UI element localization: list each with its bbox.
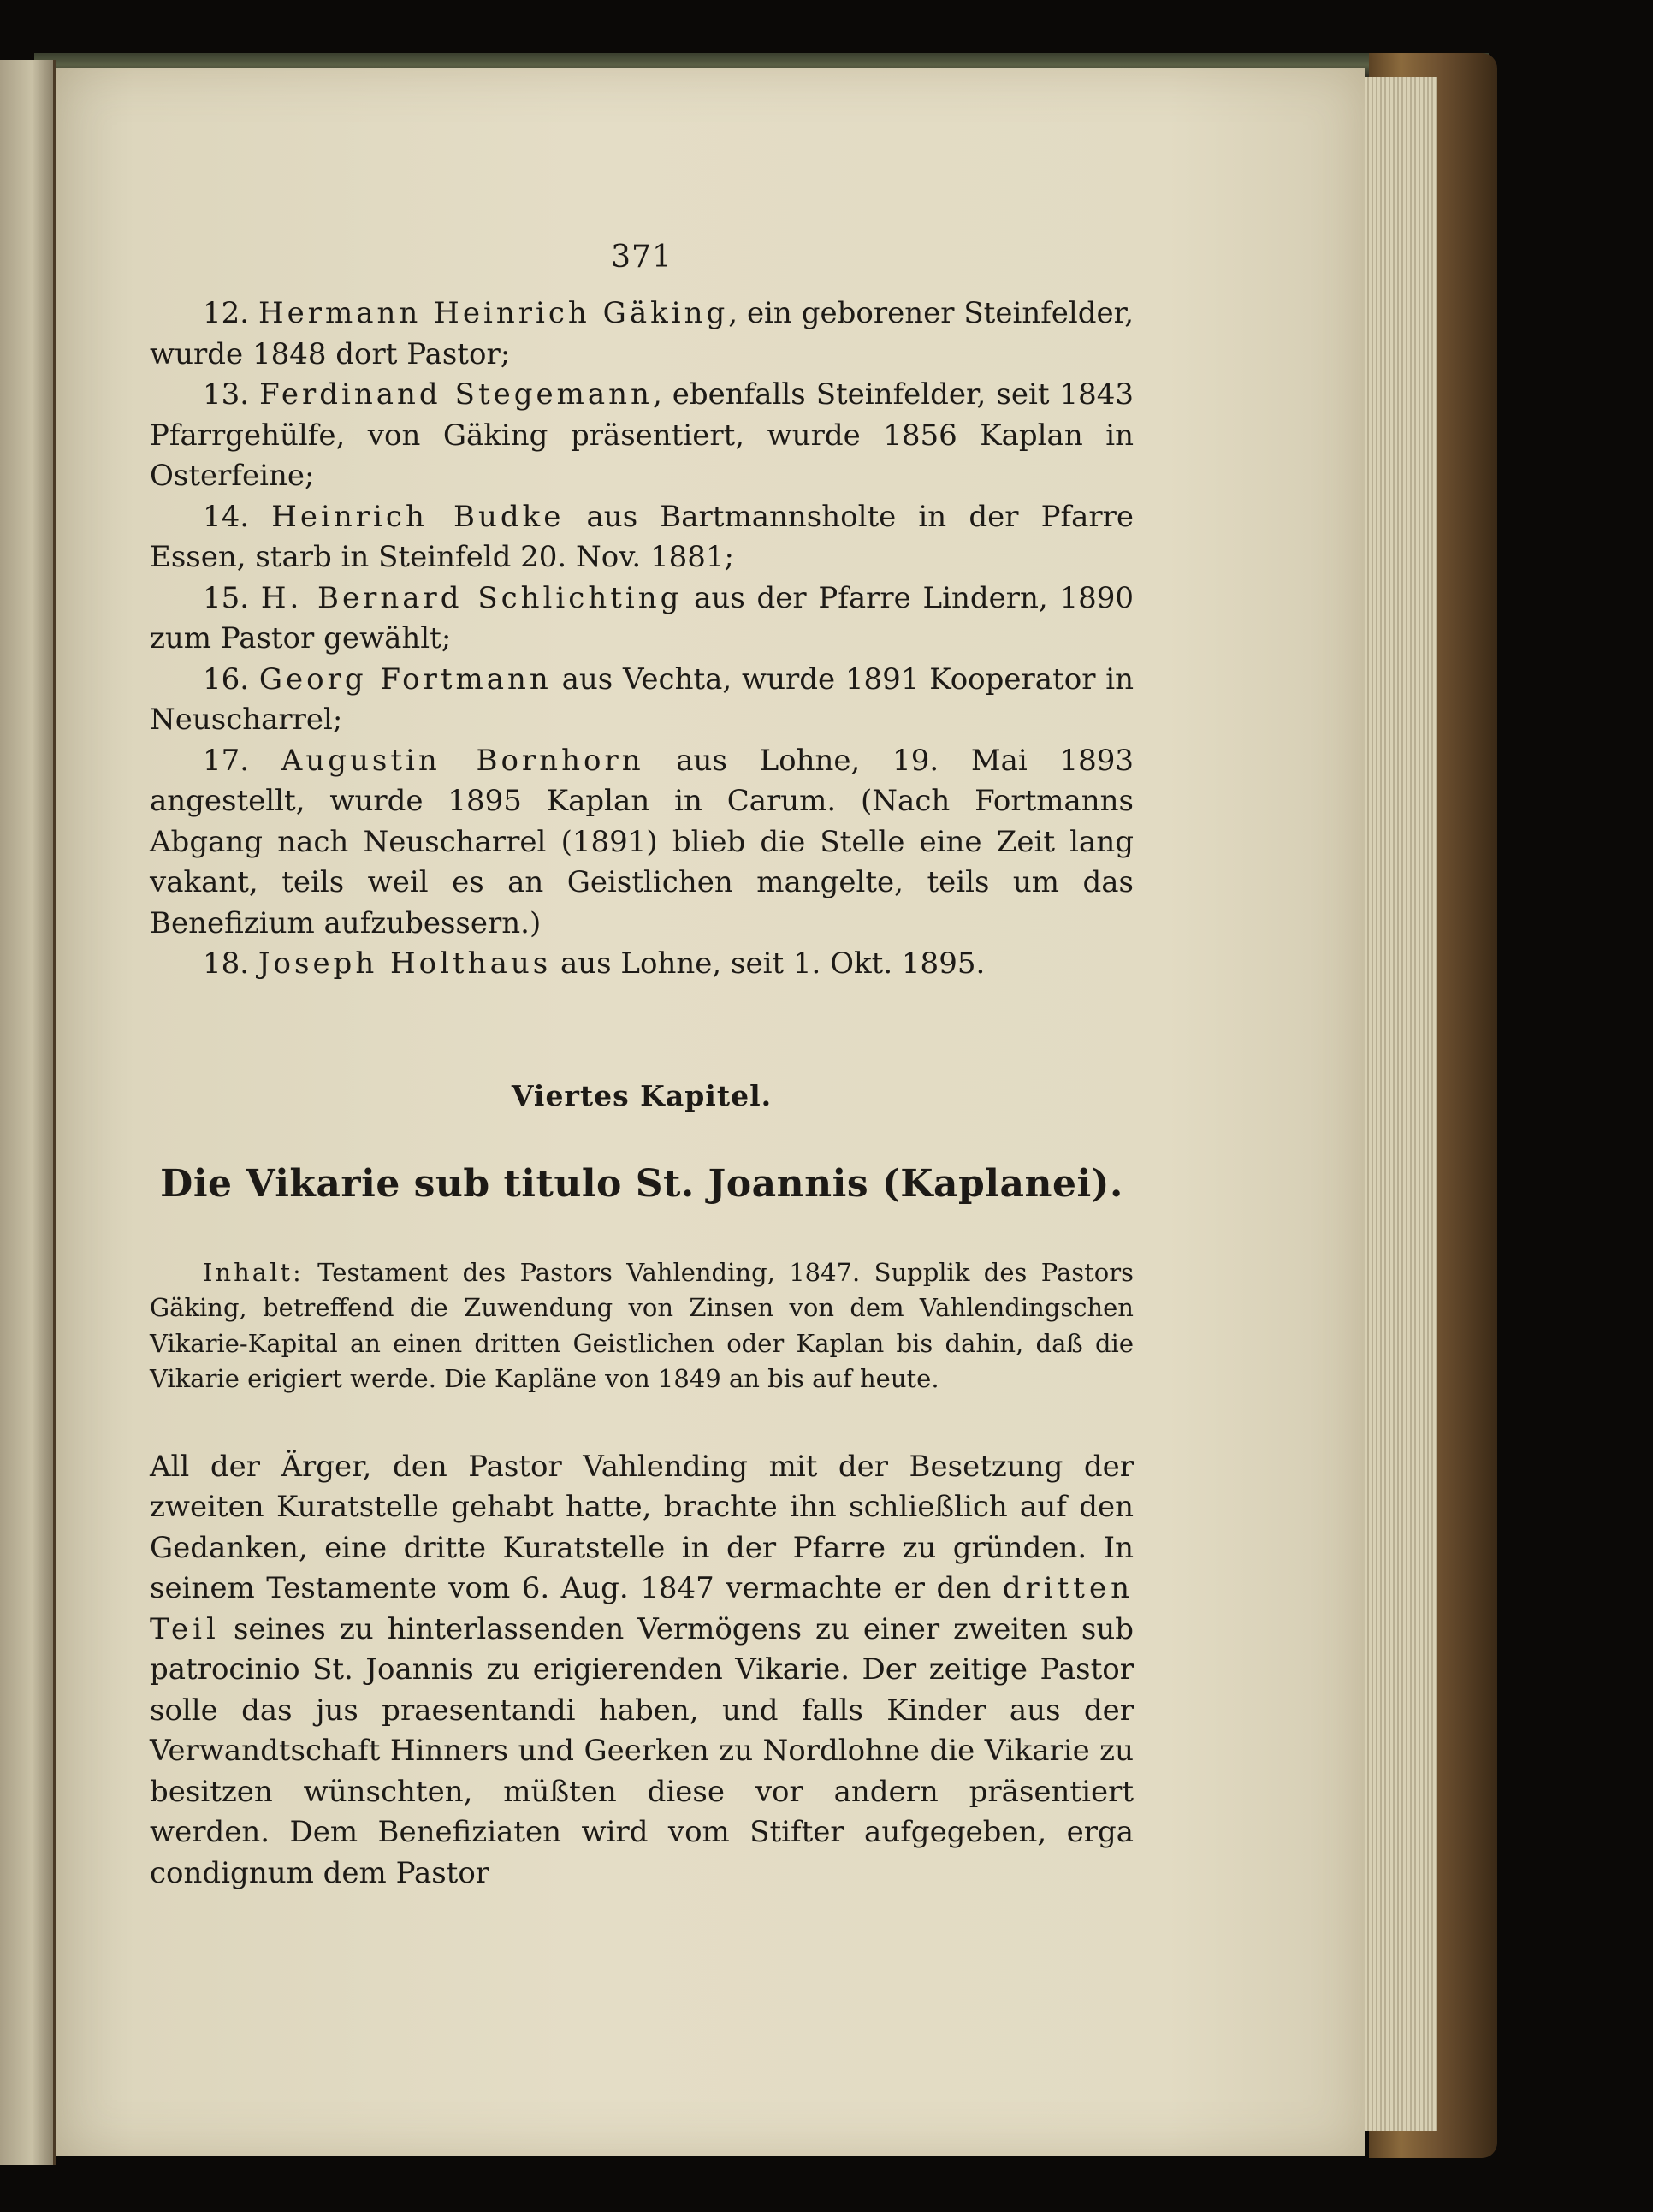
left-page-edge bbox=[0, 60, 56, 2165]
list-item bbox=[150, 375, 1134, 497]
entry-number: 14. bbox=[203, 499, 250, 534]
chapter-label: Viertes Kapitel. bbox=[511, 1078, 773, 1112]
entry-name: Georg Fortmann bbox=[258, 661, 552, 697]
entry-text: , ein geborener Steinfelder, wurde 1848 dort Pastor; bbox=[150, 296, 1135, 371]
entry-name: Joseph Holthaus bbox=[258, 946, 552, 981]
body-text-part-2: seines zu hinterlassenden Vermögens zu einer zweiten sub patrocinio St. Joannis zu erigierenden Vikarie. Der zeitige Pastor solle das jus praesentandi haben, und falls Kinder aus der Verwandtschaft Hinners und Geerken zu Nordlohne die Vikarie zu besitzen wünschten, müßten diese vor andern präsentiert werden. Dem Benefiziaten wird vom Stifter aufgegeben, erga condignum dem Pastor bbox=[150, 1611, 1134, 1890]
page-block-edges bbox=[1356, 77, 1437, 2131]
entry-name: Heinrich Budke bbox=[271, 499, 565, 534]
entry-text: aus Vechta, wurde 1891 Kooperator in Neuscharrel; bbox=[150, 661, 1134, 737]
body-text-spaced: dritten Teil bbox=[150, 1571, 1134, 1646]
entry-name: H. Bernard Schlichting bbox=[260, 580, 683, 615]
entry-name: Augustin Bornhorn bbox=[281, 743, 644, 778]
list-item bbox=[150, 660, 1134, 741]
page-number: 371 bbox=[611, 240, 672, 275]
list-item bbox=[150, 944, 1134, 985]
entry-text: aus der Pfarre Lindern, 1890 zum Pastor gewählt; bbox=[150, 580, 1134, 655]
list-item bbox=[150, 497, 1134, 578]
entry-number: 18. bbox=[203, 946, 250, 981]
entry-number: 17. bbox=[203, 743, 250, 778]
entry-text: , ebenfalls Steinfelder, seit 1843 Pfarrgehülfe, von Gäking präsentiert, wurde 1856 Kaplan in Osterfeine; bbox=[150, 377, 1135, 493]
list-item bbox=[150, 294, 1134, 375]
chapter-title: Die Vikarie sub titulo St. Joannis (Kaplanei). bbox=[160, 1161, 1123, 1206]
summary-lead: Inhalt: bbox=[203, 1257, 304, 1287]
summary-text: Testament des Pastors Vahlending, 1847. Supplik des Pastors Gäking, betreffend die Zuwendung von Zinsen von dem Vahlendingschen Vikarie-Kapital an einen dritten Geistlichen oder Kaplan bis dahin, daß die Vikarie erigiert werde. Die Kapläne von 1849 an bis auf heute. bbox=[150, 1257, 1134, 1393]
entry-text: aus Bartmannsholte in der Pfarre Essen, starb in Steinfeld 20. Nov. 1881; bbox=[150, 499, 1134, 574]
book-page bbox=[56, 68, 1365, 2156]
list-item bbox=[150, 578, 1134, 660]
entry-number: 12. bbox=[203, 296, 250, 330]
body-paragraph bbox=[150, 1447, 1134, 1895]
list-item bbox=[150, 741, 1134, 945]
entry-name: Hermann Heinrich Gäking bbox=[258, 296, 729, 330]
entry-text: aus Lohne, seit 1. Okt. 1895. bbox=[551, 946, 986, 981]
entry-text: aus Lohne, 19. Mai 1893 angestellt, wurde 1895 Kaplan in Carum. (Nach Fortmanns Abgang nach Neuscharrel (1891) blieb die Stelle eine Zeit lang vakant, teils weil es an Geistlichen mangelte, teils um das Benefizium aufzubessern.) bbox=[150, 743, 1134, 940]
chapter-summary bbox=[150, 1255, 1134, 1397]
body-text-part-1: All der Ärger, den Pastor Vahlending mit der Besetzung der zweiten Kuratstelle gehabt hatte, brachte ihn schließlich auf den Gedanken, eine dritte Kuratstelle in der Pfarre zu gründen. In seinem Testamente vom 6. Aug. 1847 vermachte er den bbox=[150, 1449, 1134, 1605]
entry-number: 15. bbox=[203, 580, 250, 615]
text-block bbox=[150, 240, 1134, 1923]
entry-number: 13. bbox=[203, 377, 250, 412]
entry-number: 16. bbox=[203, 661, 250, 697]
entry-name: Ferdinand Stegemann bbox=[259, 377, 653, 412]
entry-list bbox=[150, 294, 1134, 985]
